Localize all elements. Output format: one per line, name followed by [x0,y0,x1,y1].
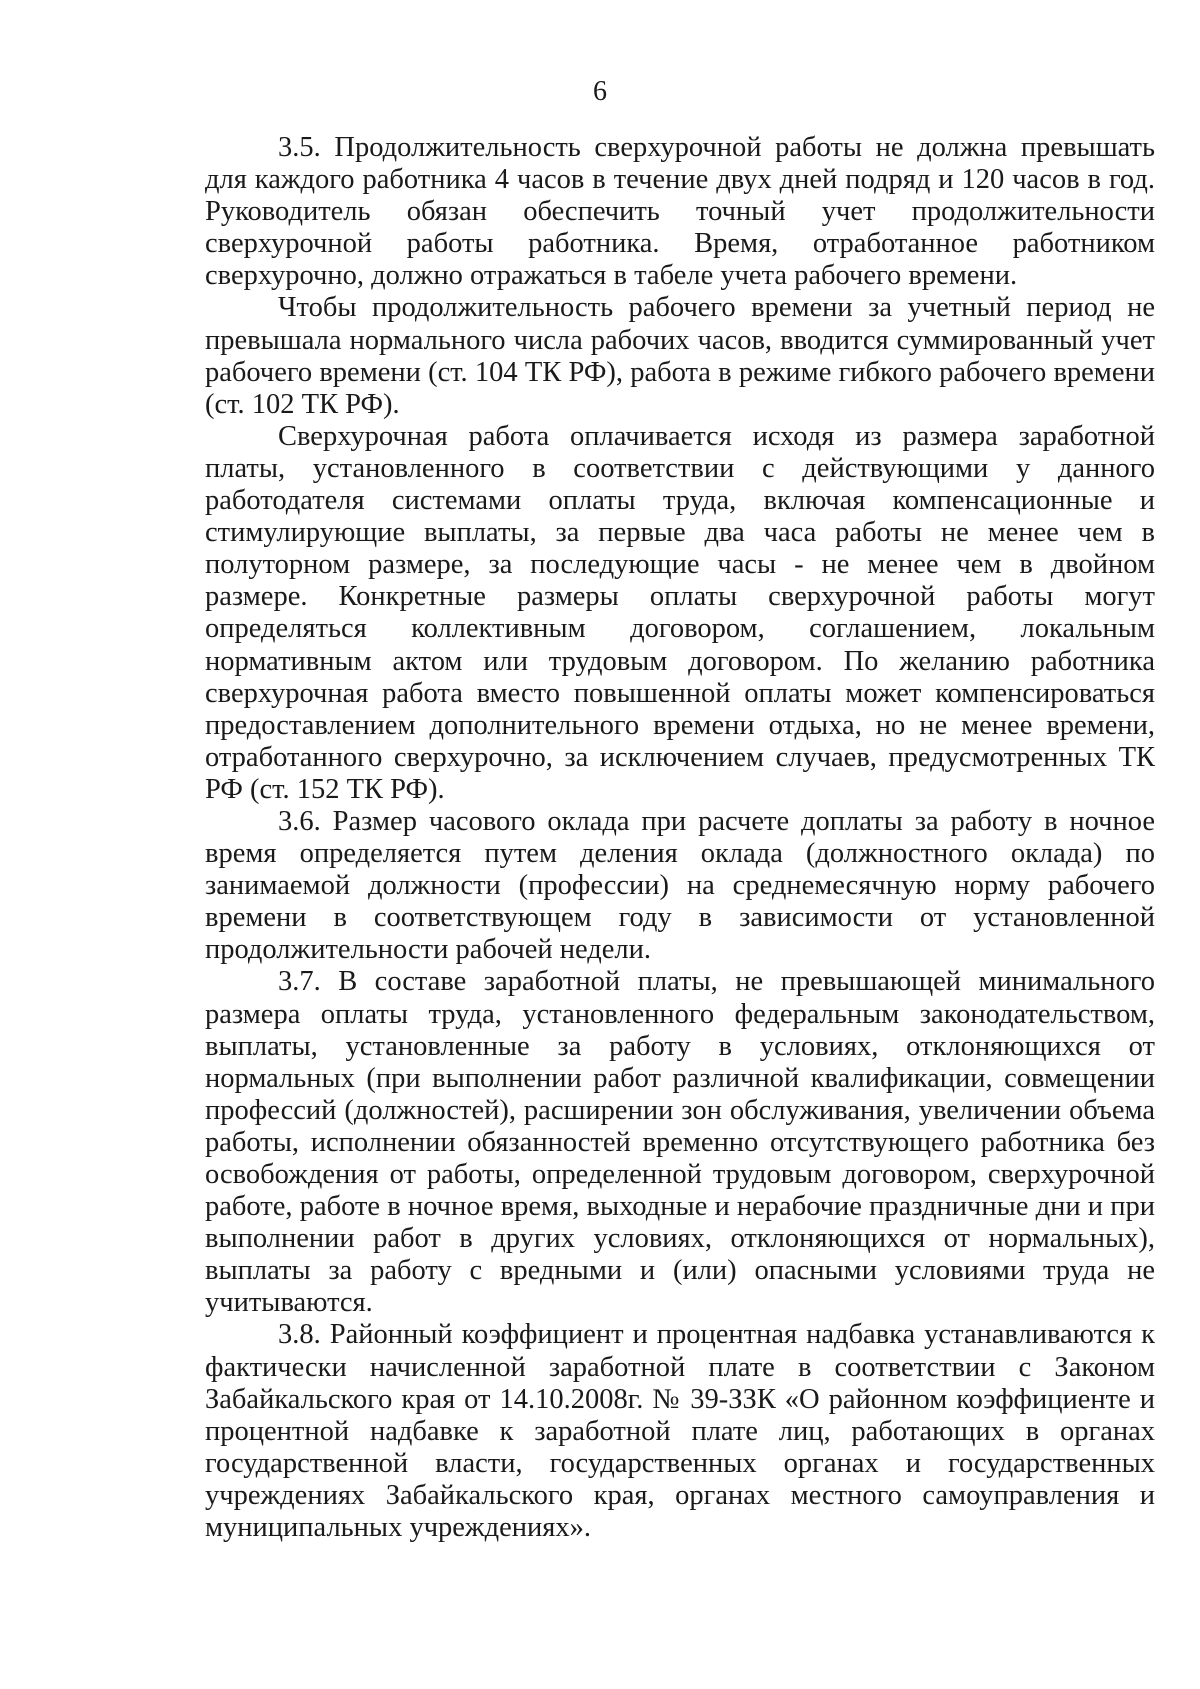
paragraph-3-6: 3.6. Размер часового оклада при расчете доплаты за работу в ночное время определяется путем деления оклада (должностного оклада) по занимаемой должности (профессии) на среднемесячную норму рабочего времени в соответствующем году в зависимости от установленной продолжительности рабочей недели. [205,805,1155,966]
paragraph-3-5: 3.5. Продолжительность сверхурочной работы не должна превышать для каждого работника 4 часов в течение двух дней подряд и 120 часов в год. Руководитель обязан обеспечить точный учет продолжительности сверхурочной работы работника. Время, отработанное работником сверхурочно, должно отражаться в табеле учета рабочего времени. [205,132,1155,292]
paragraph-3-7: 3.7. В составе заработной платы, не превышающей минимального размера оплаты труда, установленного федеральным законодательством, выплаты, установленные за работу в условиях, отклоняющихся от нормальных (при выполнении работ различной квалификации, совмещении профессий (должностей), расширении зон обслуживания, увеличении объема работы, исполнении обязанностей временно отсутствующего работника без освобождения от работы, определенной трудовым договором, сверхурочной работе, работе в ночное время, выходные и нерабочие праздничные дни и при выполнении работ в других условиях, отклоняющихся от нормальных), выплаты за работу с вредными и (или) опасными условиями труда не учитываются. [205,966,1155,1319]
paragraph-summarized-accounting: Чтобы продолжительность рабочего времени за учетный период не превышала нормального числа рабочих часов, вводится суммированный учет рабочего времени (ст. 104 ТК РФ), работа в режиме гибкого рабочего времени (ст. 102 ТК РФ). [205,292,1155,420]
paragraph-3-8: 3.8. Районный коэффициент и процентная надбавка устанавливаются к фактически начисленной заработной плате в соответствии с Законом Забайкальского края от 14.10.2008г. № 39-ЗЗК «О районном коэффициенте и процентной надбавке к заработной плате лиц, работающих в органах государственной власти, государственных органах и государственных учреждениях Забайкальского края, органах местного самоуправления и муниципальных учреждениях». [205,1319,1155,1544]
paragraph-overtime-pay: Сверхурочная работа оплачивается исходя из размера заработной платы, установленного в соответствии с действующими у данного работодателя системами оплаты труда, включая компенсационные и стимулирующие выплаты, за первые два часа работы не менее чем в полуторном размере, за последующие часы - не менее чем в двойном размере. Конкретные размеры оплаты сверхурочной работы могут определяться коллективным договором, соглашением, локальным нормативным актом или трудовым договором. По желанию работника сверхурочная работа вместо повышенной оплаты может компенсироваться предоставлением дополнительного времени отдыха, но не менее времени, отработанного сверхурочно, за исключением случаев, предусмотренных ТК РФ (ст. 152 ТК РФ). [205,420,1155,805]
page-number: 6 [593,76,607,107]
document-body [205,132,1155,1544]
